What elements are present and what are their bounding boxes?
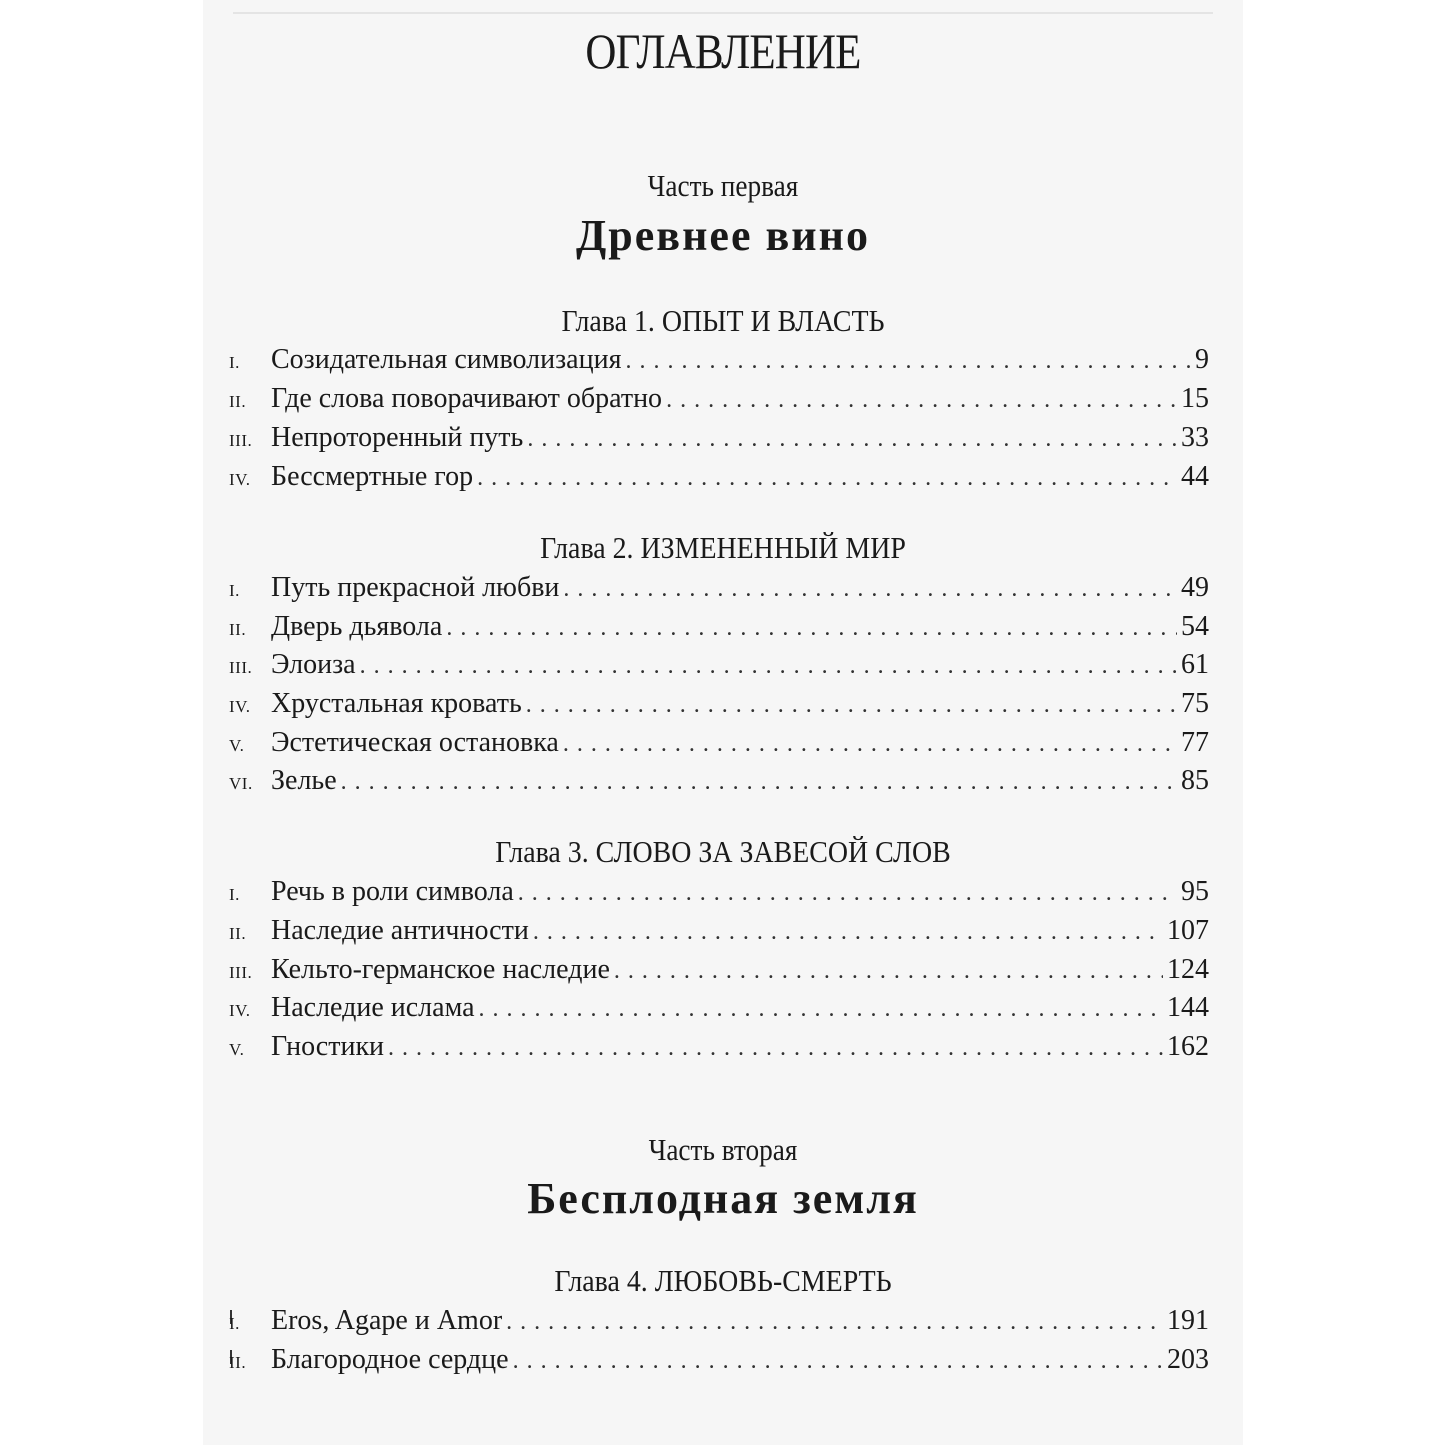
entry-number: I. xyxy=(229,353,240,372)
entry-page: 107 xyxy=(1167,915,1209,946)
entry-page: 203 xyxy=(1167,1344,1209,1375)
entry-number: V. xyxy=(229,736,245,755)
entry-title: Кельто-германское наследие xyxy=(271,954,610,985)
dot-leader xyxy=(526,688,1177,718)
entry-title: Наследие ислама xyxy=(271,992,475,1023)
entry-page: 44 xyxy=(1181,461,1209,492)
page-title: ОГЛАВЛЕНИЕ xyxy=(585,23,861,79)
entry-title: Созидательная символизация xyxy=(271,344,622,375)
chapter-heading: Глава 3. СЛОВО ЗА ЗАВЕСОЙ СЛОВ xyxy=(495,834,951,869)
entry-number: I. xyxy=(229,581,240,600)
toc-entry[interactable] xyxy=(229,383,1209,419)
toc-entry[interactable] xyxy=(229,727,1209,763)
entry-page: 124 xyxy=(1167,954,1209,985)
chapter-heading: Глава 1. ОПЫТ И ВЛАСТЬ xyxy=(561,303,885,338)
entry-number: IV. xyxy=(229,1001,251,1020)
header-rule xyxy=(233,12,1213,14)
dot-leader xyxy=(625,344,1191,374)
entry-page: 54 xyxy=(1181,611,1209,642)
dot-leader xyxy=(563,727,1177,757)
entry-number: III. xyxy=(229,963,253,982)
dot-leader xyxy=(479,992,1163,1022)
dot-leader xyxy=(533,915,1163,945)
dot-leader xyxy=(506,1305,1163,1335)
toc-entry[interactable] xyxy=(229,649,1209,685)
entry-title: Хрустальная кровать xyxy=(271,688,522,719)
toc-entry[interactable] xyxy=(229,611,1209,647)
entry-number: I. xyxy=(229,1314,240,1333)
dot-leader xyxy=(341,765,1177,795)
entry-title: Речь в роли символа xyxy=(271,876,514,907)
entry-number: IV. xyxy=(229,470,251,489)
entry-page: 49 xyxy=(1181,572,1209,603)
part-label: Часть первая xyxy=(647,168,799,203)
entry-title: Гностики xyxy=(271,1031,385,1062)
entry-page: 85 xyxy=(1181,765,1209,796)
entry-number: II. xyxy=(229,392,247,411)
entry-number: V. xyxy=(229,1040,245,1059)
toc-entry[interactable] xyxy=(229,1344,1209,1380)
part-label: Часть вторая xyxy=(648,1132,798,1167)
entry-title: Дверь дьявола xyxy=(271,611,443,642)
book-page xyxy=(203,0,1243,1445)
toc-entry[interactable] xyxy=(229,422,1209,458)
entry-page: 162 xyxy=(1167,1031,1209,1062)
chapter-heading: Глава 2. ИЗМЕНЕННЫЙ МИР xyxy=(540,530,906,565)
dot-leader xyxy=(527,422,1177,452)
entry-number: I. xyxy=(229,885,240,904)
toc-entry[interactable] xyxy=(229,876,1209,912)
entry-title: Благородное сердце xyxy=(271,1344,509,1375)
entry-title: Элоиза xyxy=(271,649,356,680)
toc-entry[interactable] xyxy=(229,765,1209,801)
dot-leader xyxy=(563,572,1177,602)
toc-entry[interactable] xyxy=(229,992,1209,1028)
entry-number: II. xyxy=(229,620,247,639)
entry-title: Бессмертные гор xyxy=(271,461,474,492)
toc-entry[interactable] xyxy=(229,688,1209,724)
entry-title: Непроторенный путь xyxy=(271,422,524,453)
entry-number: II. xyxy=(229,924,247,943)
entry-number: III. xyxy=(229,658,253,677)
toc-entry[interactable] xyxy=(229,954,1209,990)
dot-leader xyxy=(518,876,1177,906)
toc-entry[interactable] xyxy=(229,1031,1209,1067)
dot-leader xyxy=(388,1031,1163,1061)
part-title: Древнее вино xyxy=(576,211,870,260)
entry-page: 77 xyxy=(1181,727,1209,758)
dot-leader xyxy=(446,611,1177,641)
entry-number: III. xyxy=(229,431,253,450)
dot-leader xyxy=(666,383,1177,413)
entry-title: Где слова поворачивают обратно xyxy=(271,383,663,414)
entry-title: Зелье xyxy=(271,765,337,796)
entry-title: Eros, Agape и Amor xyxy=(271,1305,503,1336)
entry-page: 191 xyxy=(1167,1305,1209,1336)
toc-entry[interactable] xyxy=(229,915,1209,951)
chapter-heading: Глава 4. ЛЮБОВЬ-СМЕРТЬ xyxy=(554,1263,892,1298)
entry-page: 75 xyxy=(1181,688,1209,719)
toc-entry[interactable] xyxy=(229,572,1209,608)
toc-entry[interactable] xyxy=(229,461,1209,497)
entry-number: VI. xyxy=(229,774,253,793)
dot-leader xyxy=(614,954,1163,984)
entry-title: Эстетическая остановка xyxy=(271,727,559,758)
entry-number: II. xyxy=(229,1353,247,1372)
toc-entry[interactable] xyxy=(229,1305,1209,1341)
entry-page: 95 xyxy=(1181,876,1209,907)
toc-entry[interactable] xyxy=(229,344,1209,380)
entry-title: Путь прекрасной любви xyxy=(271,572,560,603)
dot-leader xyxy=(477,461,1177,491)
entry-number: IV. xyxy=(229,697,251,716)
entry-page: 61 xyxy=(1181,649,1209,680)
entry-page: 9 xyxy=(1195,344,1209,375)
part-title: Бесплодная земля xyxy=(527,1174,919,1223)
entry-title: Наследие античности xyxy=(271,915,529,946)
entry-page: 15 xyxy=(1181,383,1209,414)
entry-page: 144 xyxy=(1167,992,1209,1023)
dot-leader xyxy=(513,1344,1163,1374)
entry-page: 33 xyxy=(1181,422,1209,453)
dot-leader xyxy=(360,649,1177,679)
